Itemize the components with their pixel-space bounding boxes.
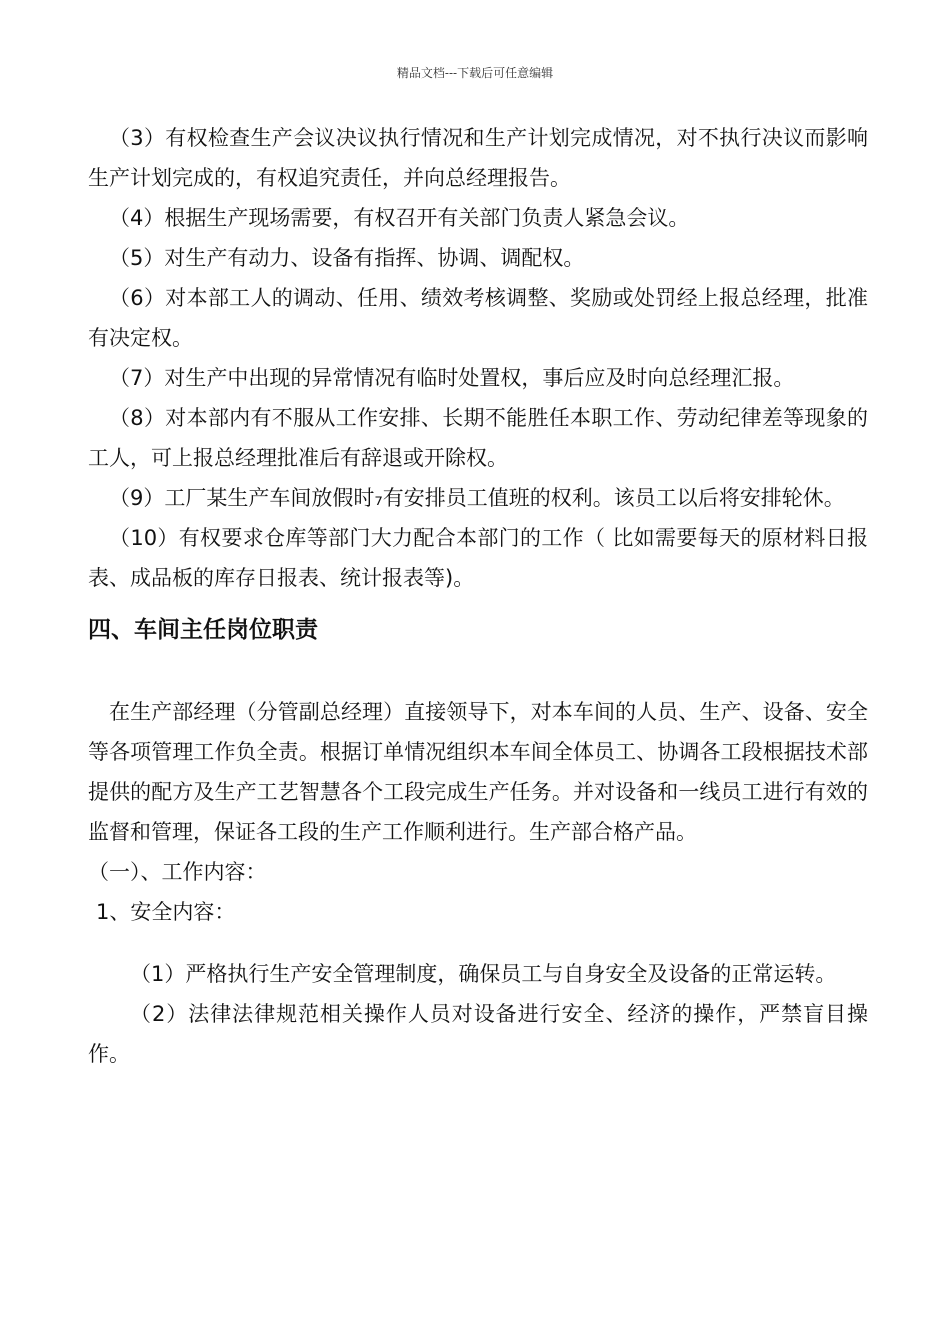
- rights-item-9: （9）工厂某生产车间放假时₇有安排员工值班的权利。该员工以后将安排轮休。: [109, 486, 845, 510]
- rights-item-4: （4）根据生产现场需要，有权召开有关部门负责人紧急会议。: [109, 206, 690, 230]
- section-intro: 在生产部经理（分管副总经理）直接领导下，对本车间的人员、生产、设备、安全等各项管理工作负全责。根据订单情况组织本车间全体员工、协调各工段根据技术部提供的配方及生产工艺智慧各个工段完成生产任务。并对设备和一线员工进行有效的监督和管理，保证各工段的生产工作顺利进行。生产部合格产品。: [88, 700, 868, 844]
- document-body: [88, 118, 868, 1074]
- rights-item-10: （10）有权要求仓库等部门大力配合本部门的工作（ 比如需要每天的原材料日报表、成品板的库存日报表、统计报表等)。: [88, 526, 868, 590]
- page-header: 精品文档---下载后可任意编辑: [396, 66, 554, 80]
- rights-item-3: （3）有权检查生产会议决议执行情况和生产计划完成情况，对不执行决议而影响生产计划完成的，有权追究责任，并向总经理报告。: [88, 126, 868, 190]
- rights-item-8: （8）对本部内有不服从工作安排、长期不能胜任本职工作、劳动纪律差等现象的工人，可上报总经理批准后有辞退或开除权。: [88, 406, 868, 470]
- rights-item-7: （7）对生产中出现的异常情况有临时处置权，事后应及时向总经理汇报。: [109, 366, 795, 390]
- rights-item-6: （6）对本部工人的调动、任用、绩效考核调整、奖励或处罚经上报总经理，批准有决定权。: [88, 286, 868, 350]
- safety-item-1: （1）严格执行生产安全管理制度，确保员工与自身安全及设备的正常运转。: [130, 962, 837, 986]
- rights-item-5: （5）对生产有动力、设备有指挥、协调、调配权。: [109, 246, 585, 270]
- safety-heading: 1、安全内容：: [96, 900, 236, 924]
- safety-item-2: （2）法律法律规范相关操作人员对设备进行安全、经济的操作，严禁盲目操作。: [88, 1002, 868, 1066]
- work-content-heading: （一）、工作内容：: [88, 860, 267, 884]
- section-heading: 四、车间主任岗位职责: [88, 617, 318, 643]
